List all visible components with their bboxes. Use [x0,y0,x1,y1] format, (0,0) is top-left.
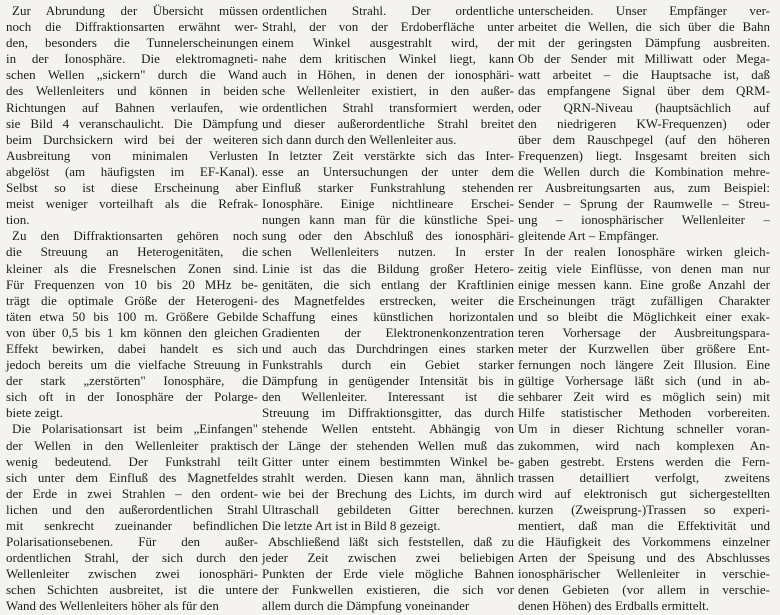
text-line: In letzter Zeit verstärkte sich das Inter- [268,147,514,163]
text-line: des Magnetfeldes erstrecken, weiter die [262,292,514,308]
text-line: Ob der Sender mit Milliwatt oder Mega- [518,51,770,67]
text-line: rer Ausbreitungsarten aus, zum Beispiel: [518,180,770,196]
text-line: Um in dieser Richtung schneller voran- [518,421,770,437]
text-line: denen Gebieten (vor allem in verschie- [518,582,770,598]
text-line: arbeitet die Wellen, die sich über die Bahn [518,19,770,35]
text-line: Strahl, der von der Erdoberfläche unter [262,19,514,35]
text-line: zukommen, wird nach komplexen An- [518,437,770,453]
text-line: der Erde in zwei Strahlen – den ordent- [6,485,258,501]
text-line: Wand des Wellenleiters höher als für den [6,598,219,614]
text-line: die Streuung an Heterogenitäten, die [6,244,258,260]
text-line: ionosphärischer Wellenleiter in verschie- [518,566,770,582]
text-line: allem durch die Dämpfung voneinander [262,598,470,614]
text-line: Hilfe statistischer Methoden vorbereiten. [518,405,770,421]
text-line: sie Bild 4 veranschaulicht. Die Dämpfung [6,115,258,131]
text-line: unterscheiden. Unser Empfänger ver- [518,3,770,18]
text-line: Die letzte Art ist in Bild 8 gezeigt. [262,518,441,533]
text-line: Gradienten der Elektronenkonzentration [262,324,514,340]
text-line: strahlt werden. Diesen kann man, ähnlich [262,469,514,485]
text-line: wie bei der Brechung des Lichts, im durch [262,485,514,501]
text-line: der Länge der stehenden Wellen muß das [262,437,514,453]
text-line: in der Ionosphäre. Die elektromagneti- [6,51,258,67]
text-line: schen Wellenleiters nutzen. In erster [262,244,514,260]
text-line: Ionosphäre. Einige nichtlineare Erschei- [262,196,514,212]
text-line: der Funkwellen existieren, die sich vor [262,582,514,598]
text-column-2 [262,3,514,615]
text-line: watt arbeitet – die Hauptsache ist, daß [518,67,770,83]
text-line: trägt die optimale Größe der Heterogeni- [6,292,258,308]
text-line: noch die Diffraktionsarten erwähnt wer- [6,19,258,35]
text-line: einem Winkel ausgestrahlt wird, der [262,35,514,51]
text-line: abgelöst (am häufigsten im EF-Kanal). [6,163,258,179]
text-line: ung – ionosphärischer Wellenleiter – [518,212,770,228]
text-line: Ausbreitung von minimalen Verlusten [6,147,258,163]
text-line: Die Polarisationsart ist beim „Einfangen" [12,421,258,437]
text-line: jedoch bereits um die vielfache Streuung in [6,357,258,373]
text-line: sich unter dem Einfluß des Magnetfeldes [6,469,258,485]
text-line: tion. [6,212,30,228]
text-line: Abschließend läßt sich feststellen, daß zu [268,534,514,550]
text-line: die Wellen durch die Kombination mehre- [518,163,770,179]
text-line: In der realen Ionosphäre wirken gleich- [524,244,770,260]
text-line: gaben gestrebt. Erstens werden die Fern- [518,453,770,469]
text-line: nahe dem kritischen Winkel liegt, kann [262,51,514,67]
text-line: Arten der Speisung und des Abschlusses [518,550,770,566]
text-line: den, besonders die Tunnelerscheinungen [6,35,258,51]
text-line: Für Frequenzen von 10 bis 20 MHz be- [6,276,258,292]
text-line: sche Wellenleiter existiert, in den außer- [262,83,514,99]
text-line: der stark „zerstörten" Ionosphäre, die [6,373,258,389]
text-line: sich dann durch den Wellenleiter aus. [262,131,457,147]
text-line: der Wellen in den Wellenleiter praktisch [6,437,258,453]
text-line: denen Höhen) des Erdballs ermittelt. [518,598,709,614]
text-line: wird auf elektronisch gut sichergestellten [518,485,770,501]
text-line: sehbarer Zeit wird es möglich sein) mit [518,389,770,405]
text-line: trassen detailliert verfolgt, zweitens [518,469,770,485]
text-line: Dämpfung in genügender Intensität bis in [262,373,514,389]
text-line: wenig bedeutend. Der Funkstrahl teilt [6,453,258,469]
text-line: ordentlichen Strahl, der sich durch den [6,550,258,566]
text-line: Streuung im Diffraktionsgitter, das durch [262,405,514,421]
text-line: schen Schichten ausbreitet, ist die untere [6,582,258,598]
text-line: ordentlichen Strahl transformiert werden, [262,99,514,115]
text-line: nungen kann man für die künstliche Spei- [262,212,514,228]
text-line: fernungen noch längere Zeit Illusion. Eine [518,357,770,373]
text-line: und so bleibt die Möglichkeit einer exak- [518,308,770,324]
text-line: sich oft in der Ionosphäre der Polarge- [6,389,258,405]
text-line: täten etwa 50 bis 100 m. Größere Gebilde [6,308,258,324]
text-line: Effekt bewirken, dabei handelt es sich [6,340,258,356]
text-line: gleitende Art – Empfänger. [518,228,659,244]
text-line: esse an Untersuchungen der unter dem [262,163,514,179]
text-line: meter der Kurzwellen über größere Ent- [518,340,770,356]
text-line: Frequenzen) liegt. Insgesamt breiten sich [518,147,770,163]
text-line: meist weniger vorteilhaft als die Refrak- [6,196,258,212]
text-line: zeitig viele Einflüsse, von denen man nur [518,260,770,276]
text-line: mit der geringsten Dämpfung ausbreiten. [518,35,770,51]
text-line: einige messen kann. Eine große Anzahl der [518,276,770,292]
text-line: Zu den Diffraktionsarten gehören noch [12,228,258,244]
text-line: Zur Abrundung der Übersicht müssen [12,3,258,18]
text-line: stehende Wellen entsteht. Abhängig von [262,421,514,437]
text-line: das empfangene Signal über dem QRM- [518,83,770,99]
text-line: genitäten, die sich entlang der Kraftlinien [262,276,514,292]
text-line: den Wellenleiter. Interessant ist die [262,389,514,405]
text-line: Linie ist das die Bildung großer Hetero- [262,260,514,276]
text-line: mentiert, daß man die Effektivität und [518,518,770,533]
text-line: und dieser außerordentliche Strahl breitet [262,115,514,131]
text-line: Funkstrahls durch ein Gebiet starker [262,357,514,373]
text-line: Wellenleiter zwischen zwei ionosphäri- [6,566,258,582]
text-line: des Wellenleiters und können in beiden [6,83,258,99]
text-line: Ultraschall gebildeten Gitter berechnen. [262,501,514,517]
text-line: ordentlichen Strahl. Der ordentliche [262,3,514,18]
text-line: über dem Rauschpegel (auf den höheren [518,131,770,147]
text-line: beim Durchsickern wird bei der weiteren [6,131,258,147]
text-line: biete zeigt. [6,405,64,421]
text-line: den niedrigeren KW-Frequenzen) oder [518,115,770,131]
text-line: Schaffung eines künstlichen horizontalen [262,308,514,324]
text-line: kurzen (Zweisprung-)Trassen so experi- [518,501,770,517]
text-line: schen Wellen „sickern" durch die Wand [6,67,258,83]
text-line: von über 0,5 bis 1 km können den gleichen [6,324,258,340]
text-line: oder QRN-Niveau (hauptsächlich auf [518,99,770,115]
text-line: Einfluß starker Funkstrahlung stehenden [262,180,514,196]
text-line: Selbst so ist diese Erscheinung aber [6,180,258,196]
text-line: lichen und den außerordentlichen Strahl [6,501,258,517]
text-line: Sender – Sprung der Raumwelle – Streu- [518,196,770,212]
text-line: und auch das Durchdringen eines starken [262,340,514,356]
text-line: Erscheinungen trägt zufälligen Charakter [518,292,770,308]
text-line: sung oder den Abschluß des ionosphäri- [262,228,514,244]
text-line: teren Vorhersage der Ausbreitungspara- [518,324,770,340]
text-line: Polarisationsebenen. Für den außer- [6,534,258,550]
text-line: jeder Zeit zwischen zwei beliebigen [262,550,514,566]
text-line: die Häufigkeit des Vorkommens einzelner [518,534,770,550]
text-column-3 [518,3,770,615]
text-line: Gitter unter einem bestimmten Winkel be- [262,453,514,469]
text-line: Punkten der Erde viele mögliche Bahnen [262,566,514,582]
text-line: Richtungen auf Bahnen verlaufen, wie [6,99,258,115]
text-line: kleiner als die Fresnelschen Zonen sind. [6,260,258,276]
text-line: mit senkrecht zueinander befindlichen [6,518,258,533]
text-line: gültige Vorhersage läßt sich (und in ab- [518,373,770,389]
text-column-1 [6,3,258,615]
text-line: auch in Höhen, in denen der ionosphäri- [262,67,514,83]
